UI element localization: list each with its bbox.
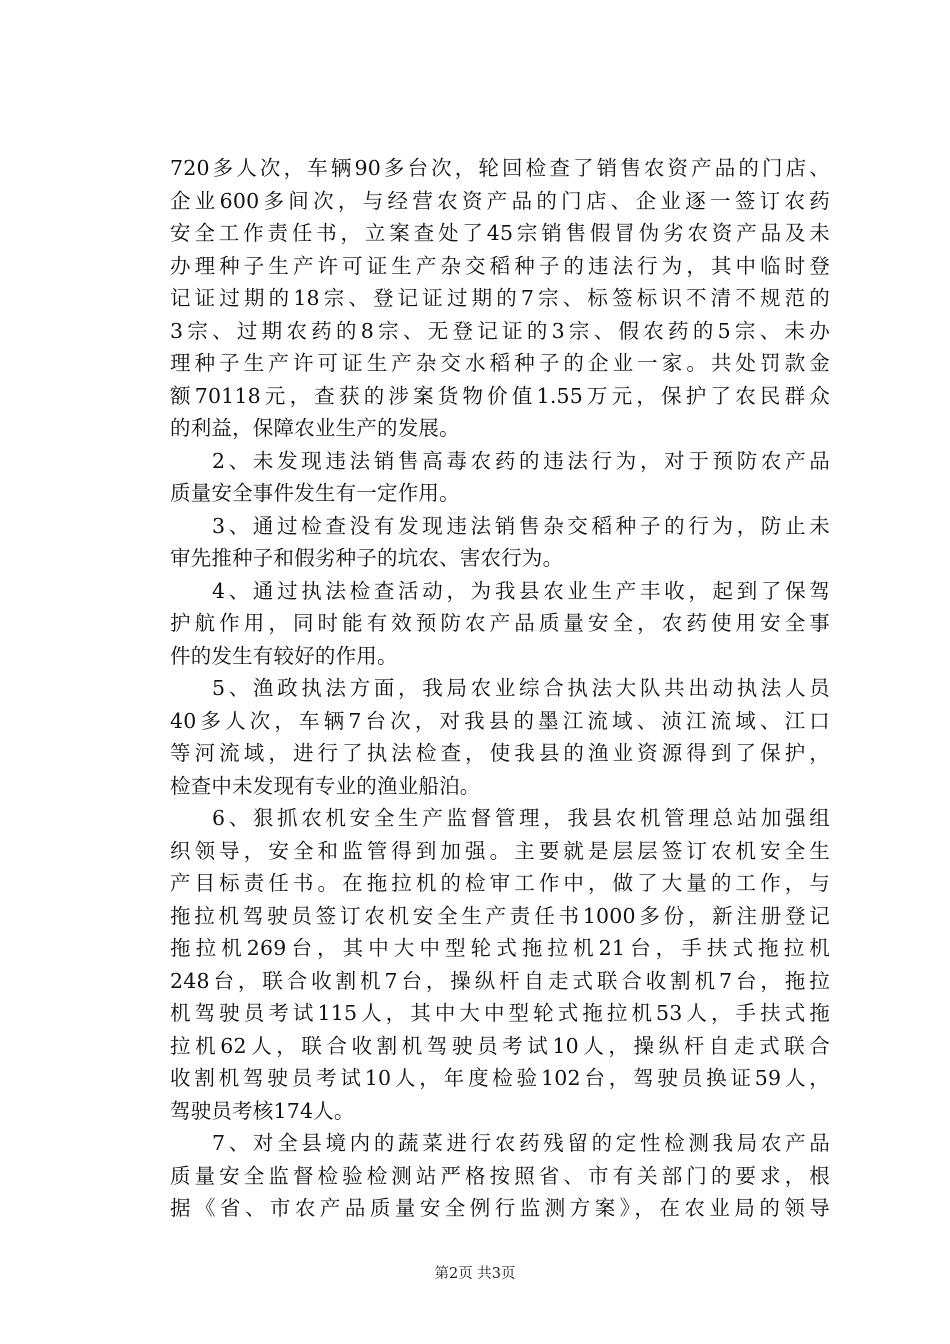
text-line: 248台，联合收割机7台，操纵杆自走式联合收割机7台，拖拉: [170, 968, 830, 993]
text-line: 质量安全监督检验检测站严格按照省、市有关部门的要求，根: [170, 1163, 830, 1188]
text-line: 驾驶员考核174人。: [170, 1098, 355, 1123]
text-line: 3宗、过期农药的8宗、无登记证的3宗、假农药的5宗、未办: [170, 318, 830, 343]
text-line: 7、对全县境内的蔬菜进行农药残留的定性检测我局农产品: [212, 1131, 830, 1155]
text-line: 安全工作责任书，立案查处了45宗销售假冒伪劣农资产品及未: [170, 221, 830, 245]
text-line: 拖拉机269台，其中大中型轮式拖拉机21台，手扶式拖拉机: [170, 936, 830, 960]
text-line: 收割机驾驶员考试10人，年度检验102台，驾驶员换证59人，: [170, 1066, 830, 1090]
document-body: [170, 152, 830, 1225]
text-line: 2、未发现违法销售高毒农药的违法行为，对于预防农产品: [212, 448, 830, 473]
text-line: 记证过期的18宗、登记证过期的7宗、标签标识不清不规范的: [170, 286, 830, 310]
text-line: 5、渔政执法方面，我局农业综合执法大队共出动执法人员: [212, 676, 830, 700]
text-line: 件的发生有较好的作用。: [170, 643, 398, 668]
text-line: 4、通过执法检查活动，为我县农业生产丰收，起到了保驾: [212, 578, 830, 603]
text-line: 质量安全事件发生有一定作用。: [170, 481, 460, 505]
text-line: 的利益，保障农业生产的发展。: [170, 416, 460, 440]
text-line: 检查中未发现有专业的渔业船泊。: [170, 773, 481, 798]
text-line: 拉机62人，联合收割机驾驶员考试10人，操纵杆自走式联合: [170, 1033, 830, 1058]
text-line: 办理种子生产许可证生产杂交稻种子的违法行为，其中临时登: [170, 253, 830, 278]
text-line: 理种子生产许可证生产杂交水稻种子的企业一家。共处罚款金: [170, 351, 830, 375]
page-footer: 第2页 共3页: [434, 1266, 516, 1282]
text-line: 机驾驶员考试115人，其中大中型轮式拖拉机53人，手扶式拖: [170, 1001, 830, 1025]
text-line: 据《省、市农产品质量安全例行监测方案》，在农业局的领导: [170, 1196, 830, 1220]
text-line: 产目标责任书。在拖拉机的检审工作中，做了大量的工作，与: [170, 871, 830, 895]
text-line: 3、通过检查没有发现违法销售杂交稻种子的行为，防止未: [212, 513, 830, 538]
text-line: 企业600多间次，与经营农资产品的门店、企业逐一签订农药: [170, 188, 830, 213]
text-line: 额70118元，查获的涉案货物价值1.55万元，保护了农民群众: [170, 383, 830, 408]
text-line: 40多人次，车辆7台次，对我县的墨江流域、浈江流域、江口: [170, 708, 830, 733]
text-line: 720多人次，车辆90多台次，轮回检查了销售农资产品的门店、: [170, 156, 830, 180]
text-line: 6、狠抓农机安全生产监督管理，我县农机管理总站加强组: [212, 806, 830, 830]
text-line: 审先推种子和假劣种子的坑农、害农行为。: [170, 546, 564, 570]
text-line: 护航作用，同时能有效预防农产品质量安全，农药使用安全事: [170, 611, 830, 635]
text-line: 等河流域，进行了执法检查，使我县的渔业资源得到了保护，: [170, 741, 830, 765]
text-line: 拖拉机驾驶员签订农机安全生产责任书1000多份，新注册登记: [170, 903, 830, 928]
text-line: 织领导，安全和监管得到加强。主要就是层层签订农机安全生: [170, 838, 830, 863]
